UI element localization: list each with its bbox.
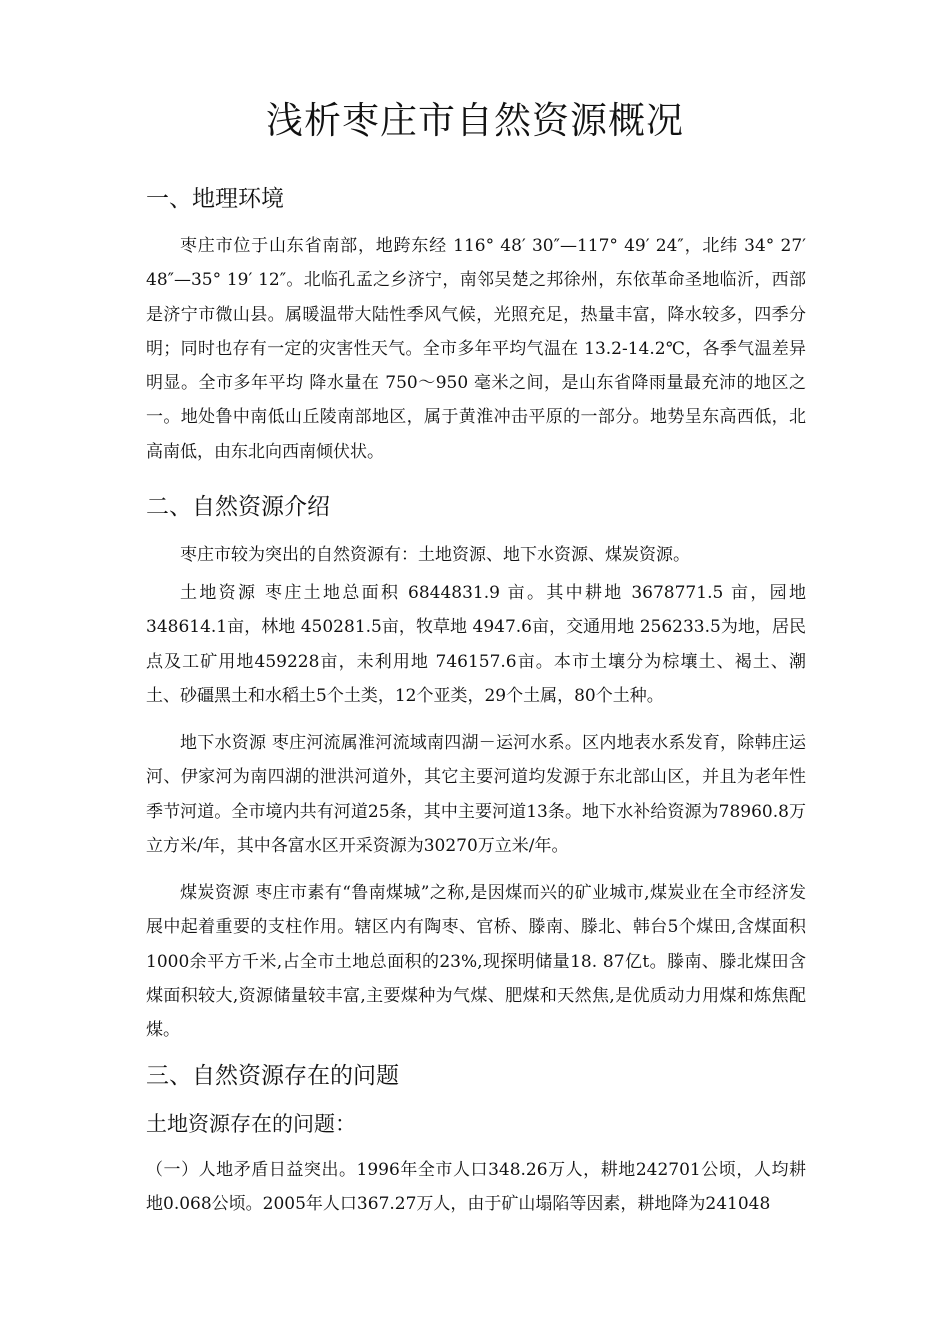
section-heading-geography: 一、地理环境 xyxy=(146,186,284,212)
paragraph-resources-intro: 枣庄市较为突出的自然资源有：土地资源、地下水资源、煤炭资源。 xyxy=(180,545,690,565)
subheading-land-problems: 土地资源存在的问题： xyxy=(146,1112,356,1136)
paragraph-land-resources: 土地资源 枣庄土地总面积 6844831.9 亩。其中耕地 3678771.5 亩，园地348614.1亩，林地 450281.5亩，牧草地 4947.6亩，交通用地 256233.5为地，居民点及工矿用地459228亩，未利用地 746157.6亩。本市土壤分为棕壤土、褐土、潮土、砂礓黑土和水稻土5个土类，12个亚类，29个土属，80个土种。 xyxy=(146,583,806,706)
section-heading-resources: 二、自然资源介绍 xyxy=(146,494,330,520)
document-title: 浅析枣庄市自然资源概况 xyxy=(266,99,684,142)
paragraph-land-problem-1: （一）人地矛盾日益突出。1996年全市人口348.26万人，耕地242701公顷，人均耕地0.068公顷。2005年人口367.27万人，由于矿山塌陷等因素，耕地降为241048 xyxy=(146,1160,806,1215)
paragraph-coal-resources: 煤炭资源 枣庄市素有“鲁南煤城”之称,是因煤而兴的矿业城市,煤炭业在全市经济发展中起着重要的支柱作用。辖区内有陶枣、官桥、滕南、滕北、韩台5个煤田,含煤面积1000余平方千米,占全市土地总面积的23%,现探明储量18. 87亿t。滕南、滕北煤田含煤面积较大,资源储量较丰富,主要煤种为气煤、肥煤和天然焦,是优质动力用煤和炼焦配煤。 xyxy=(146,883,806,1041)
paragraph-water-resources: 地下水资源 枣庄河流属淮河流域南四湖－运河水系。区内地表水系发育，除韩庄运河、伊家河为南四湖的泄洪河道外，其它主要河道均发源于东北部山区，并且为老年性季节河道。全市境内共有河道25条，其中主要河道13条。地下水补给资源为78960.8万立方米/年，其中各富水区开采资源为30270万立米/年。 xyxy=(146,733,806,856)
section-heading-problems: 三、自然资源存在的问题 xyxy=(146,1063,399,1089)
paragraph-geography: 枣庄市位于山东省南部，地跨东经 116° 48′ 30″—117° 49′ 24″，北纬 34° 27′ 48″—35° 19′ 12″。北临孔孟之乡济宁，南邻吴楚之邦徐州，东依革命圣地临沂，西部是济宁市微山县。属暖温带大陆性季风气候，光照充足，热量丰富，降水较多，四季分明；同时也存有一定的灾害性天气。全市多年平均气温在 13.2-14.2℃，各季气温差异明显。全市多年平均 降水量在 750～950 毫米之间，是山东省降雨量最充沛的地区之一。地处鲁中南低山丘陵南部地区，属于黄淮冲击平原的一部分。地势呈东高西低，北高南低，由东北向西南倾伏状。 xyxy=(146,236,806,462)
